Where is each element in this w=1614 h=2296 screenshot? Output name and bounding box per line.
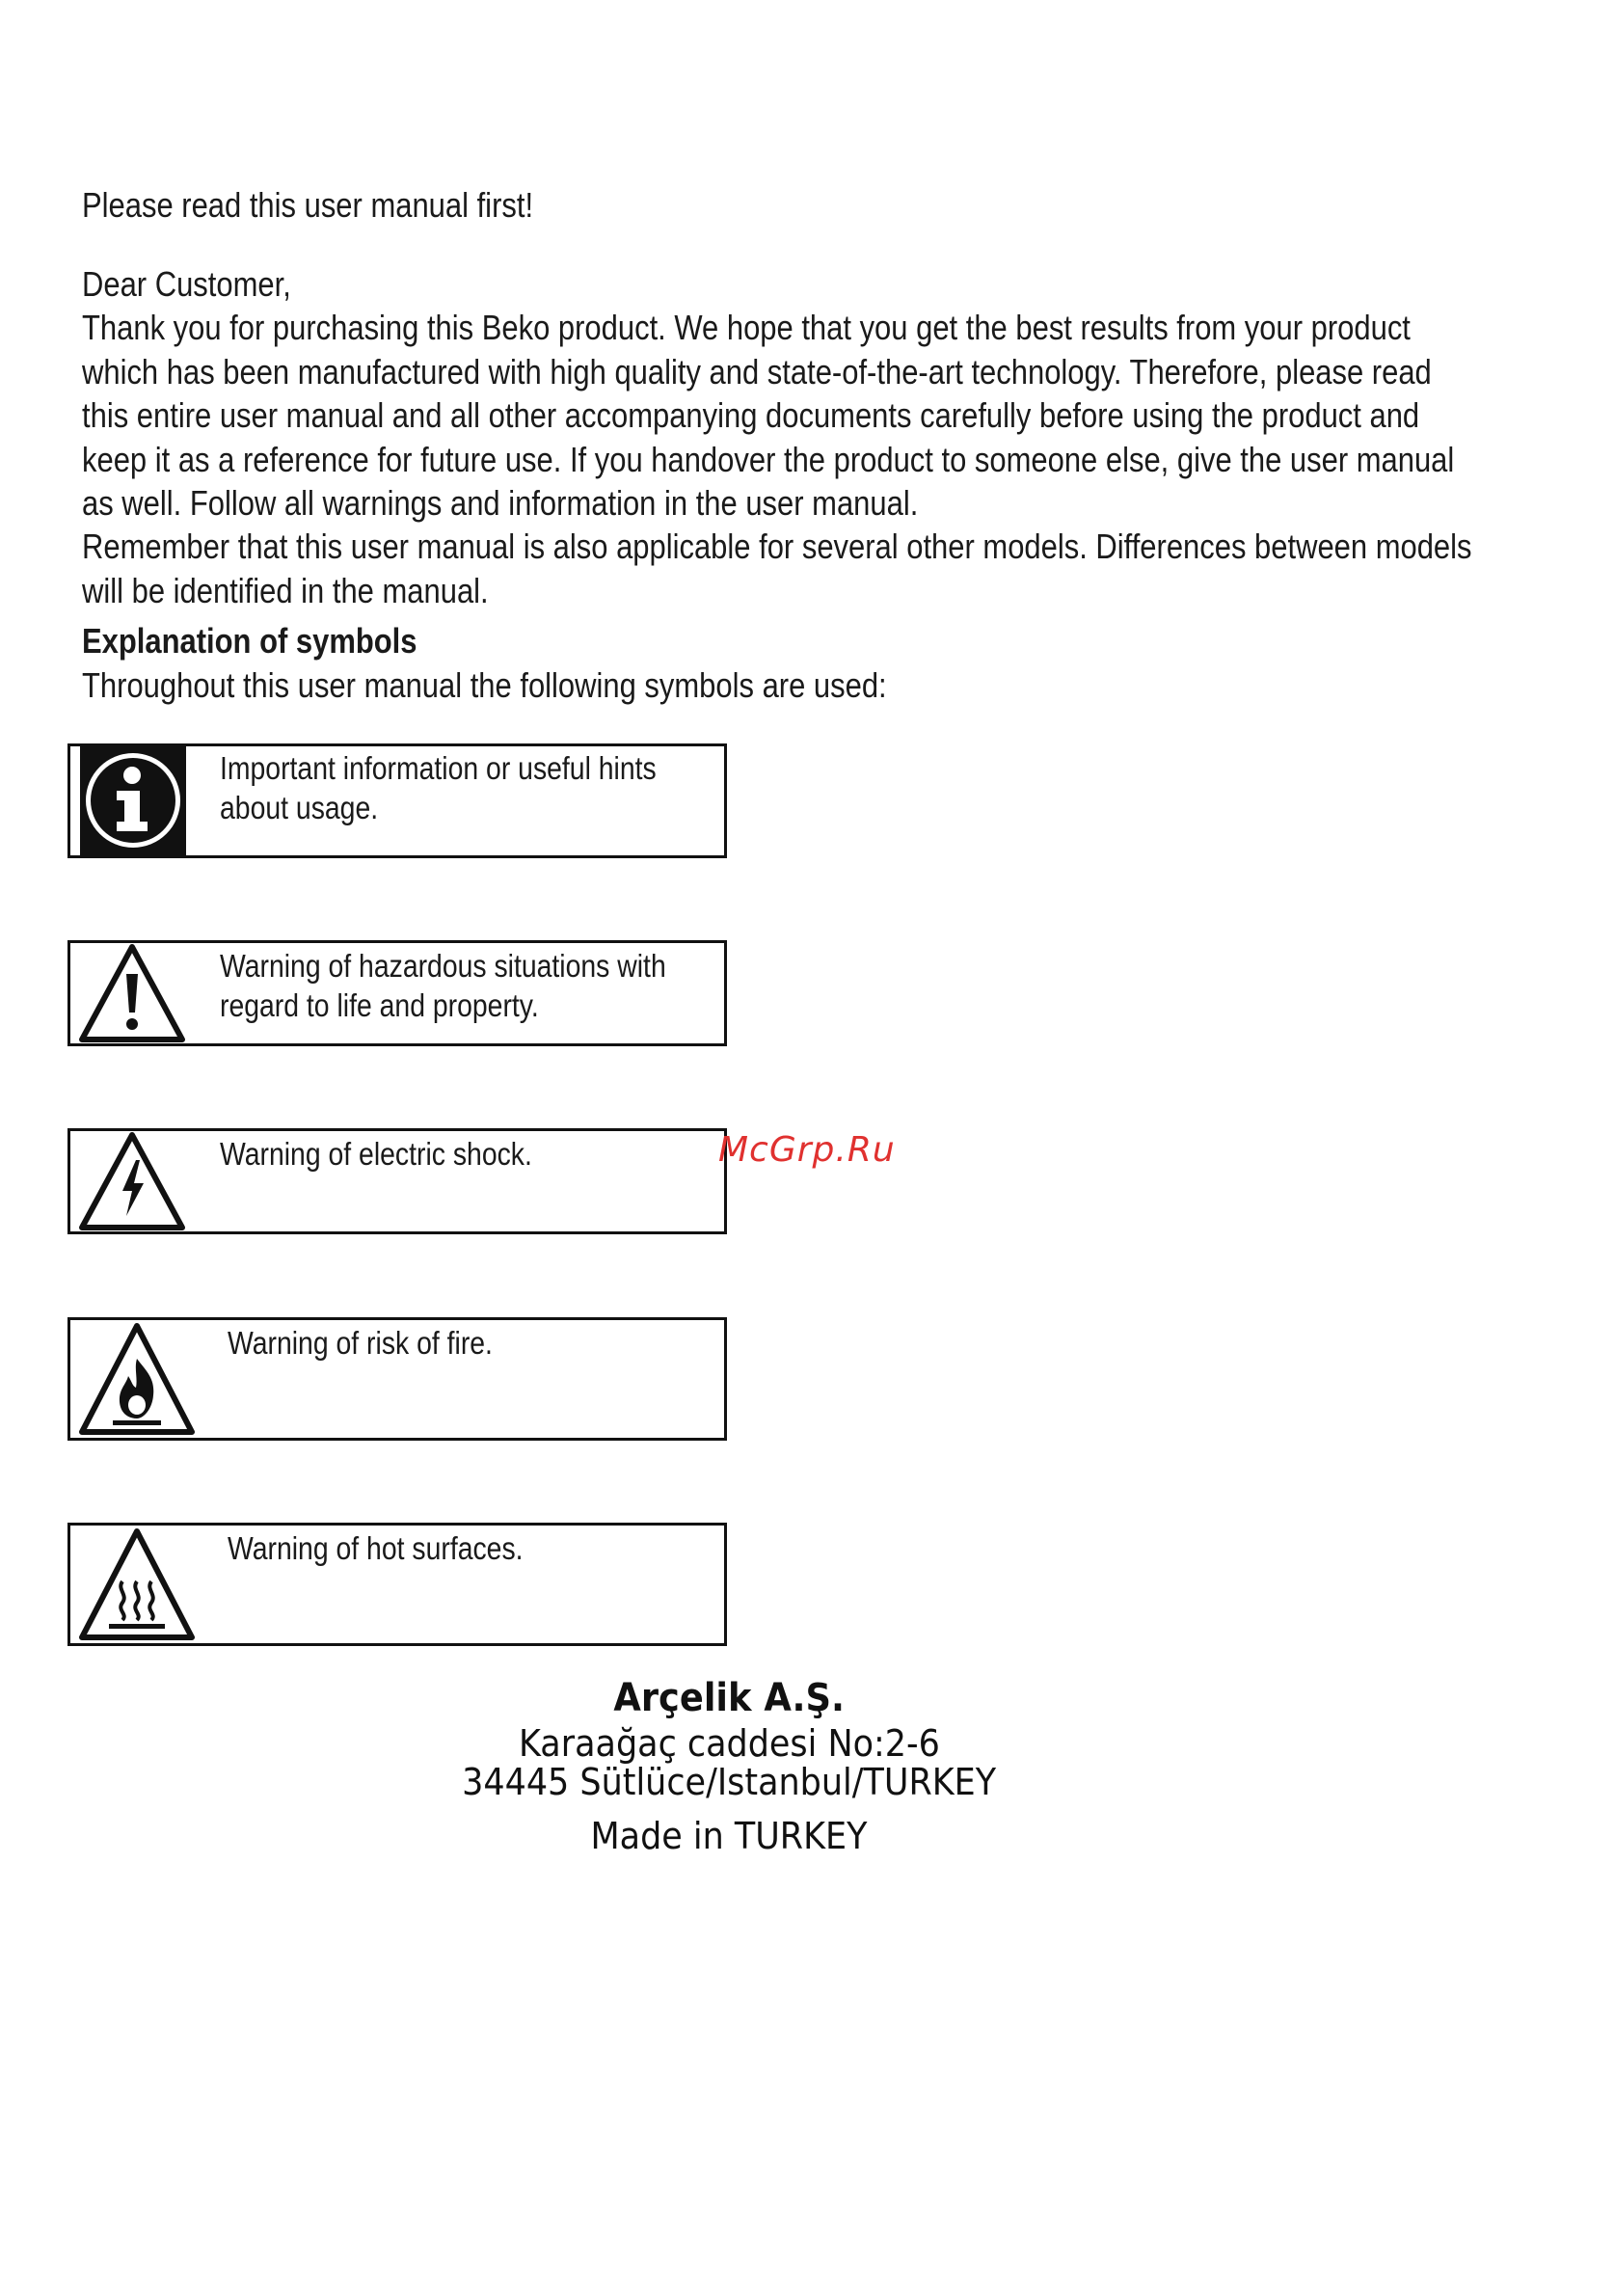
symbol-box-hot-surface [67,1523,727,1646]
made-in: Made in TURKEY [590,1815,868,1857]
symbols-subtitle: Throughout this user manual the following symbols are used: [82,665,887,705]
intro-line: keep it as a reference for future use. If you handover the product to someone else, give the user manual [82,439,1455,479]
company-name: Arçelik A.Ş. [613,1676,845,1720]
symbol-label: Important information or useful hints about usage. [220,750,657,825]
intro-line: this entire user manual and all other accompanying documents carefully before using the product and [82,395,1420,436]
symbols-heading: Explanation of symbols [82,621,417,661]
symbol-box-electric-shock [67,1128,727,1234]
symbol-label: Warning of risk of fire. [228,1325,493,1361]
greeting: Dear Customer, [82,264,291,304]
intro-line: which has been manufactured with high quality and state-of-the-art technology. Therefore, please read [82,351,1432,392]
info-icon [80,746,186,855]
fire-icon [78,1320,196,1438]
symbol-label: Warning of electric shock. [220,1136,532,1172]
warning-icon [78,943,186,1043]
symbol-label: Warning of hazardous situations with regard to life and property. [220,948,666,1023]
symbol-box-info [67,743,727,858]
symbol-box-fire [67,1317,727,1441]
intro-line: Thank you for purchasing this Beko product. We hope that you get the best results from your product [82,308,1411,348]
watermark: McGrp.Ru [718,1130,896,1170]
symbol-label: Warning of hot surfaces. [228,1530,524,1566]
hot-surface-icon [78,1526,196,1643]
address-line: 34445 Sütlüce/Istanbul/TURKEY [461,1761,997,1803]
intro-line: Remember that this user manual is also applicable for several other models. Differences between models [82,527,1472,567]
symbol-box-warning [67,940,727,1046]
intro-line: as well. Follow all warnings and information in the user manual. [82,483,919,524]
address-line: Karaağaç caddesi No:2-6 [518,1722,940,1765]
page-title: Please read this user manual first! [82,185,534,225]
intro-text [82,262,1586,612]
electric-shock-icon [78,1131,186,1231]
intro-line: will be identified in the manual. [82,570,489,610]
